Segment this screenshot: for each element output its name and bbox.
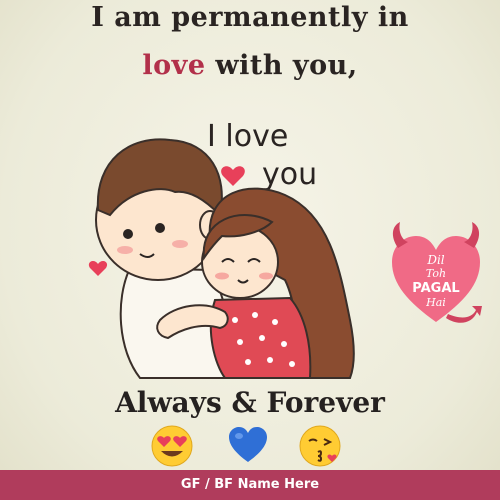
- blue-heart-emoji-icon: [226, 424, 270, 468]
- logo-text-toh: Toh: [425, 267, 447, 280]
- small-heart-icon: [221, 166, 245, 186]
- quote-love-word: love: [142, 50, 206, 81]
- name-footer-bar[interactable]: GF / BF Name Here: [0, 470, 500, 500]
- scribble-i-love: I love: [207, 119, 289, 154]
- quote-line-2-rest: with you,: [215, 50, 358, 81]
- logo-text-pagal: PAGAL: [412, 281, 460, 296]
- tagline-always-forever: Always & Forever: [115, 386, 385, 419]
- quote-line-1: I am permanently in: [91, 2, 409, 33]
- emoji-row: [0, 424, 500, 468]
- small-heart-icon-left: [89, 261, 107, 276]
- boy-blush: [117, 246, 133, 254]
- boy-eye-right: [155, 223, 165, 233]
- logo-text-dil: Dil: [427, 253, 445, 267]
- boy-eye: [123, 229, 133, 239]
- kissing-heart-emoji-icon: [298, 424, 342, 468]
- heart-eyes-emoji-icon: [150, 424, 194, 468]
- logo-text-hai: Hai: [426, 296, 446, 309]
- boy-blush-right: [172, 240, 188, 248]
- dil-toh-pagal-hai-logo: [388, 222, 484, 334]
- girl-blush: [215, 273, 229, 280]
- girl-blush-right: [259, 273, 273, 280]
- scribble-you: you: [262, 157, 318, 192]
